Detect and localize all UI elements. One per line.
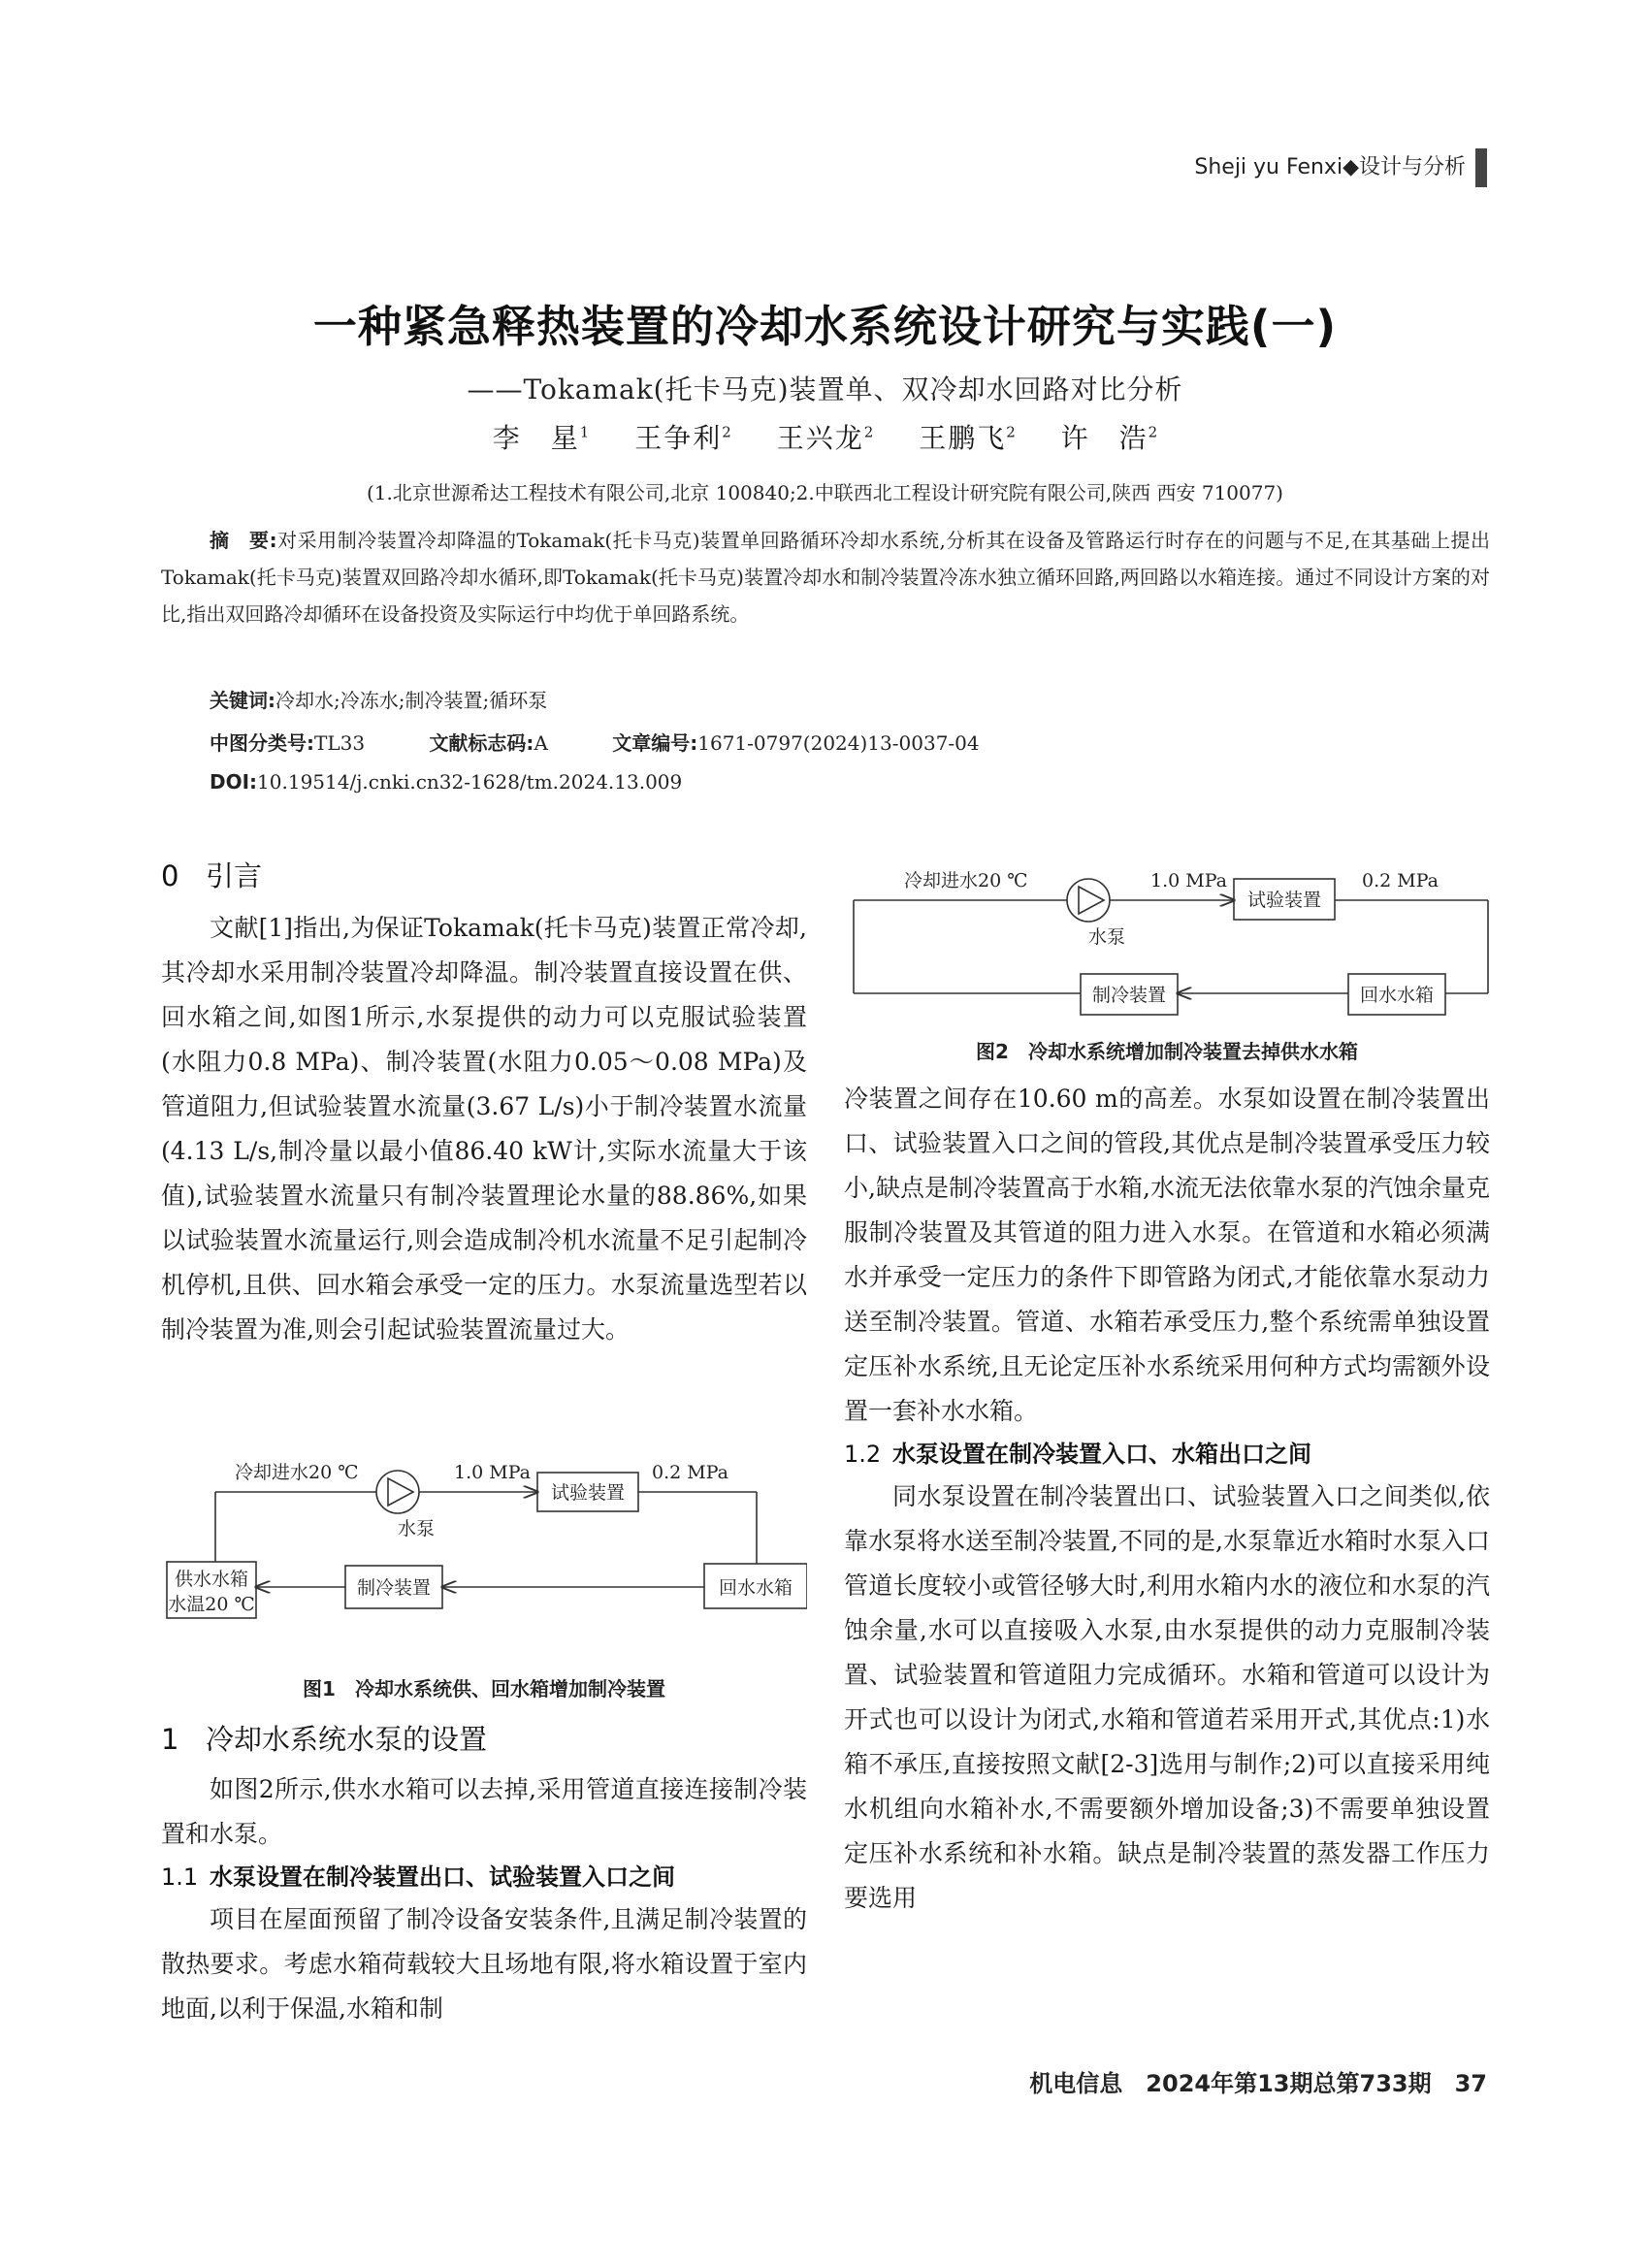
fig1-return-label: 回水水箱 <box>718 1577 793 1599</box>
fig2-chiller-label: 制冷装置 <box>1091 985 1167 1006</box>
header-bar-icon <box>1475 148 1487 187</box>
section-1-1-paragraph: 项目在屋面预留了制冷设备安装条件,且满足制冷装置的散热要求。考虑水箱荷载较大且场地有限,将水箱设置于室内地面,以利于保温,水箱和制 <box>161 1905 807 2023</box>
fig1-pump-label: 水泵 <box>398 1518 436 1539</box>
section-1-heading: 1 冷却水系统水泵的设置 <box>161 1723 488 1756</box>
abstract <box>161 522 1490 632</box>
figure-2-diagram <box>844 858 1490 1032</box>
fig2-pressure2: 0.2 MPa <box>1362 870 1439 891</box>
section-1-2-heading: 1.2 水泵设置在制冷装置入口、水箱出口之间 <box>844 1441 1311 1468</box>
abstract-label: 摘 要: <box>210 529 277 552</box>
footer-journal: 机电信息 2024年第13期总第733期 <box>1029 2070 1432 2097</box>
fig1-supply-l2: 水温20 ℃ <box>168 1594 255 1615</box>
fig2-pressure1: 1.0 MPa <box>1150 870 1227 891</box>
running-header <box>1194 148 1487 187</box>
page-footer <box>1029 2064 1487 2098</box>
page-number: 37 <box>1454 2070 1487 2097</box>
section-1-paragraph: 如图2所示,供水水箱可以去掉,采用管道直接连接制冷装置和水泵。 <box>161 1775 807 1848</box>
doi-line: DOI:10.19514/j.cnki.cn32-1628/tm.2024.13.009 <box>210 770 683 794</box>
fig1-test-label: 试验装置 <box>550 1482 626 1504</box>
fig2-test-label: 试验装置 <box>1246 890 1322 911</box>
right-column <box>844 1077 1490 1921</box>
author: 许 浩$^2$ <box>1060 422 1158 454</box>
paper-title: 一种紧急释热装置的冷却水系统设计研究与实践(一) <box>312 301 1338 352</box>
fig1-chiller-label: 制冷装置 <box>356 1577 432 1599</box>
section-0-heading: 0 引言 <box>161 859 263 892</box>
fig1-pressure2: 0.2 MPa <box>652 1462 728 1483</box>
fig2-inlet-label: 冷却进水20 ℃ <box>904 870 1028 891</box>
continued-paragraph: 冷装置之间存在10.60 m的高差。水泵如设置在制冷装置出口、试验装置入口之间的管段,其优点是制冷装置承受压力较小,缺点是制冷装置高于水箱,水流无法依靠水泵的汽蚀余量克服制冷装置及其管道的阻力进入水泵。在管道和水箱必须满水并承受一定压力的条件下即管路为闭式,才能依靠水泵动力送至制冷装置。管道、水箱若承受压力,整个系统需单独设置定压补水系统,且无论定压补水系统采用何种方式均需额外设置一套补水水箱。 <box>844 1085 1490 1425</box>
diamond-icon: ◆ <box>1343 155 1359 179</box>
journal-section-cn: 设计与分析 <box>1358 155 1466 179</box>
section-1-2-paragraph: 同水泵设置在制冷装置出口、试验装置入口之间类似,依靠水泵将水送至制冷装置,不同的是,水泵靠近水箱时水泵入口管道长度较小或管径够大时,利用水箱内水的液位和水泵的汽蚀余量,水可以直接吸入水泵,由水泵提供的动力克服制冷装置、试验装置和管道阻力完成循环。水箱和管道可以设计为开式也可以设计为闭式,水箱和管道若采用开式,其优点:1)水箱不承压,直接按照文献[2-3]选用与制作;2)可以直接采用纯水机组向水箱补水,不需要额外增加设备;3)不需要单独设置定压补水系统和补水箱。缺点是制冷装置的蒸发器工作压力要选用 <box>844 1482 1490 1912</box>
fig2-return-label: 回水水箱 <box>1359 985 1435 1006</box>
keywords: 关键词:冷却水;冷冻水;制冷装置;循环泵 <box>210 689 548 712</box>
author: 王争利$^2$ <box>634 422 731 454</box>
classification-line: 中图分类号:TL33 文献标志码:A 文章编号:1671-0797(2024)13-0037-04 <box>210 731 980 755</box>
author: 李 星$^1$ <box>492 422 590 454</box>
journal-section-en: Sheji yu Fenxi <box>1194 155 1343 179</box>
figure-2 <box>844 858 1490 1032</box>
section-1-1-heading: 1.1 水泵设置在制冷装置出口、试验装置入口之间 <box>161 1863 675 1891</box>
author: 王兴龙$^2$ <box>776 422 874 454</box>
affiliations: (1.北京世源希达工程技术有限公司,北京 100840;2.中联西北工程设计研究院有限公司,陕西 西安 710077) <box>367 481 1283 504</box>
left-column-bottom <box>161 1717 807 2031</box>
paper-subtitle: ——Tokamak(托卡马克)装置单、双冷却水回路对比分析 <box>467 373 1183 405</box>
figure-2-caption: 图2 冷却水系统增加制冷装置去掉供水水箱 <box>976 1040 1358 1063</box>
abstract-text: 对采用制冷装置冷却降温的Tokamak(托卡马克)装置单回路循环冷却水系统,分析其在设备及管路运行时存在的问题与不足,在其基础上提出Tokamak(托卡马克)装置双回路冷却水循环,即Tokamak(托卡马克)装置冷却水和制冷装置冷冻水独立循环回路,两回路以水箱连接。通过不同设计方案的对比,指出双回路冷却循环在设备投资及实际运行中均优于单回路系统。 <box>161 529 1491 626</box>
author: 王鹏飞$^2$ <box>919 422 1016 454</box>
author-list <box>0 417 1650 456</box>
left-column-top <box>161 854 807 1352</box>
figure-1 <box>161 1455 807 1669</box>
fig1-pressure1: 1.0 MPa <box>454 1462 531 1483</box>
figure-1-diagram <box>161 1455 807 1669</box>
figure-1-caption: 图1 冷却水系统供、回水箱增加制冷装置 <box>303 1677 665 1701</box>
fig2-pump-label: 水泵 <box>1088 926 1126 948</box>
fig1-supply-l1: 供水水箱 <box>174 1569 249 1590</box>
fig1-inlet-label: 冷却进水20 ℃ <box>235 1462 359 1483</box>
intro-paragraph: 文献[1]指出,为保证Tokamak(托卡马克)装置正常冷却,其冷却水采用制冷装置冷却降温。制冷装置直接设置在供、回水箱之间,如图1所示,水泵提供的动力可以克服试验装置(水阻力0.8 MPa)、制冷装置(水阻力0.05～0.08 MPa)及管道阻力,但试验装置水流量(3.67 L/s)小于制冷装置水流量(4.13 L/s,制冷量以最小值86.40 kW计,实际水流量大于该值),试验装置水流量只有制冷装置理论水量的88.86%,如果以试验装置水流量运行,则会造成制冷机水流量不足引起制冷机停机,且供、回水箱会承受一定的压力。水泵流量选型若以制冷装置为准,则会引起试验装置流量过大。 <box>161 914 807 1344</box>
